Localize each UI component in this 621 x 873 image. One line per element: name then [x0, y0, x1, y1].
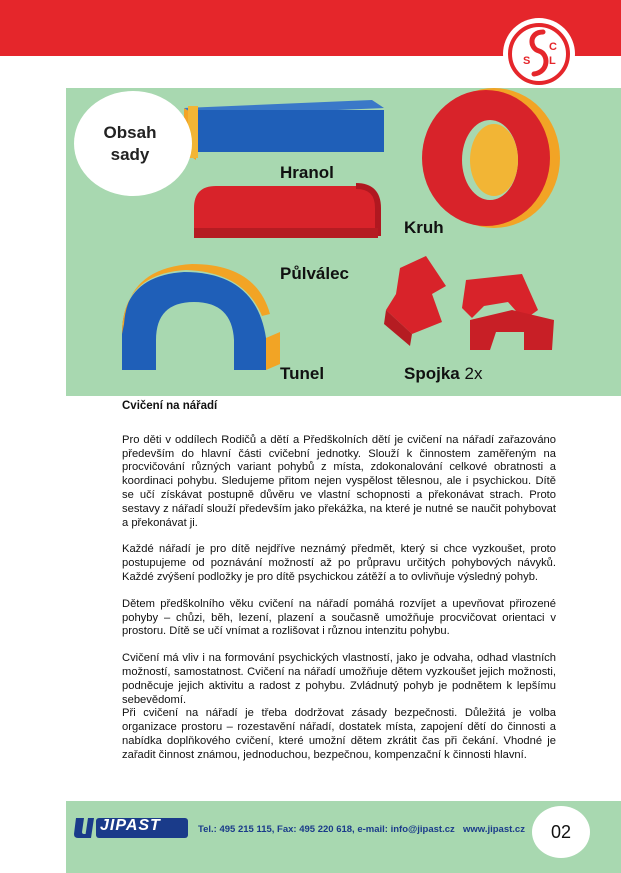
label-kruh: Kruh — [404, 218, 444, 237]
svg-text:L: L — [549, 55, 556, 67]
label-spojka-name: Spojka — [404, 364, 460, 383]
article-paragraph: Dětem předškolního věku cvičení na nářadí pomáhá rozvíjet a upevňovat přirozené pohyby – chůzi, běh, lezení, plazení a současně umožňuje procvičovat orientaci v prostoru. Dítě se učí vnímat a rozlišovat i různou intenzitu pohybu. — [122, 597, 556, 638]
contact-info: Tel.: 495 215 115, Fax: 495 220 618, e-mail: info@jipast.cz — [198, 824, 455, 835]
set-title-line2: sady — [110, 145, 150, 164]
set-title-line1: Obsah — [103, 123, 157, 142]
article-paragraph: Každé nářadí je pro dítě nejdříve neznámý předmět, který si chce vyzkoušet, proto postupujeme od poznávání možností až po průpravu určitých pohybových návyků. Každé zvýšení podložky je pro dítě psychickou zátěží a to ovlivňuje výsledný pohyb. — [122, 543, 556, 583]
tunel-shape-icon — [122, 264, 280, 370]
article-paragraph: Cvičení má vliv i na formování psychických vlastností, jako je odvaha, odhad vlastních možností, samostatnost. Cvičení na nářadí umožňuje dětem vyzkoušet jejich možnosti, podněcuje jejich aktivitu a radost z pohybu. Zvládnutý pohyb je podnětem k lepšímu sebevědomí. — [122, 652, 556, 706]
spojka-shape-icon — [384, 256, 554, 350]
article — [122, 400, 556, 776]
club-logo — [503, 18, 575, 90]
brand-name: JIPAST — [100, 817, 161, 834]
page-number: 02 — [550, 822, 572, 842]
label-hranol: Hranol — [280, 163, 334, 182]
kruh-shape-icon — [422, 88, 560, 228]
scls-logo-icon — [503, 18, 575, 90]
article-paragraph: Pro děti v oddílech Rodičů a dětí a Předškolních dětí je cvičení na nářadí zařazováno především do hlavní části cvičební jednotky. Slouží k činnostem zaměřeným na procvičování různých variant pohybů z místa, zdokonalování celkové obratnosti a koordinaci pohybu. Sledujeme přitom nejen vyspělost tělesnou, ale i psychickou. Dítě se učí získávat postupně důvěru ve vlastní schopnosti a překonávat strach. Proto sestavy z nářadí slouží především jako překážka, na které je nutné se naučit pohybovat a překonávat ji. — [122, 433, 556, 529]
set-title — [85, 122, 175, 166]
label-tunel: Tunel — [280, 364, 325, 383]
website-link[interactable]: www.jipast.cz — [463, 824, 525, 835]
label-spojka-count: 2x — [464, 364, 483, 383]
label-spojka — [404, 364, 482, 384]
hranol-shape-icon — [184, 100, 384, 160]
label-pulvalec: Půlválec — [280, 264, 349, 283]
article-heading: Cvičení na nářadí — [122, 400, 218, 412]
pulvalec-shape-icon — [194, 186, 378, 238]
article-paragraph: Při cvičení na nářadí je třeba dodržovat zásady bezpečnosti. Důležitá je volba organizace prostoru – rozestavění nářadí, dostatek místa, zapojení dětí do činnosti a nabídka doplňkového cvičení, které umožní dětem zkrátit čas při čekání. Vhodné je zařadit činnost známou, jednoduchou, bezpečnou, kompenzační k činnosti hlavní. — [122, 707, 556, 761]
svg-text:C: C — [549, 41, 557, 53]
svg-text:S: S — [523, 55, 531, 67]
